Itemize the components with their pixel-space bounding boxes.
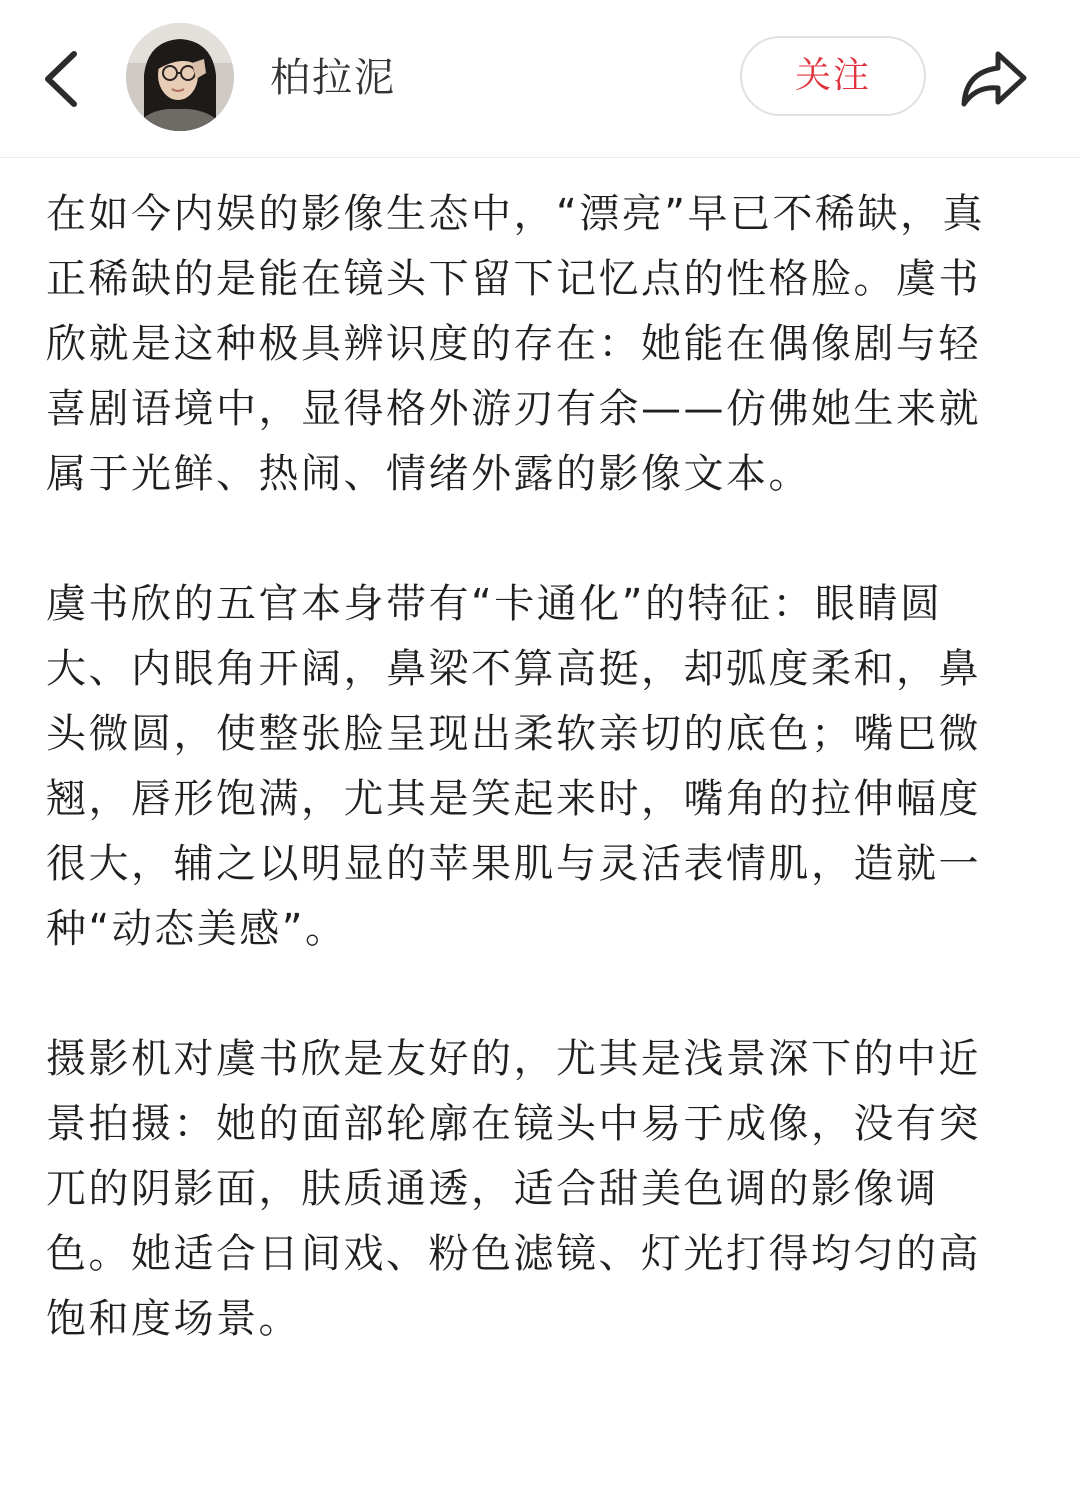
article-body xyxy=(46,182,1008,1352)
author-avatar[interactable] xyxy=(126,23,234,131)
chevron-left-icon xyxy=(34,44,94,114)
article-paragraph: 在如今内娱的影像生态中，“漂亮”早已不稀缺，真正稀缺的是能在镜头下留下记忆点的性格脸。虞书欣就是这种极具辨识度的存在：她能在偶像剧与轻喜剧语境中，显得格外游刃有余——仿佛她生来就属于光鲜、热闹、情绪外露的影像文本。 xyxy=(46,191,985,497)
article-paragraph: 虞书欣的五官本身带有“卡通化”的特征：眼睛圆大、内眼角开阔，鼻梁不算高挺，却弧度柔和，鼻头微圆，使整张脸呈现出柔软亲切的底色；嘴巴微翘，唇形饱满，尤其是笑起来时，嘴角的拉伸幅度很大，辅之以明显的苹果肌与灵活表情肌，造就一种“动态美感”。 xyxy=(46,581,981,952)
article-paragraph: 摄影机对虞书欣是友好的，尤其是浅景深下的中近景拍摄：她的面部轮廓在镜头中易于成像，没有突兀的阴影面，肤质通透，适合甜美色调的影像调色。她适合日间戏、粉色滤镜、灯光打得均匀的高饱和度场景。 xyxy=(46,1036,981,1342)
share-button[interactable] xyxy=(958,46,1030,112)
author-name[interactable]: 柏拉泥 xyxy=(270,55,396,101)
back-button[interactable] xyxy=(34,44,94,114)
avatar-image xyxy=(126,23,234,131)
share-arrow-icon xyxy=(958,46,1030,112)
top-bar xyxy=(0,0,1080,158)
follow-button[interactable]: 关注 xyxy=(740,36,926,116)
